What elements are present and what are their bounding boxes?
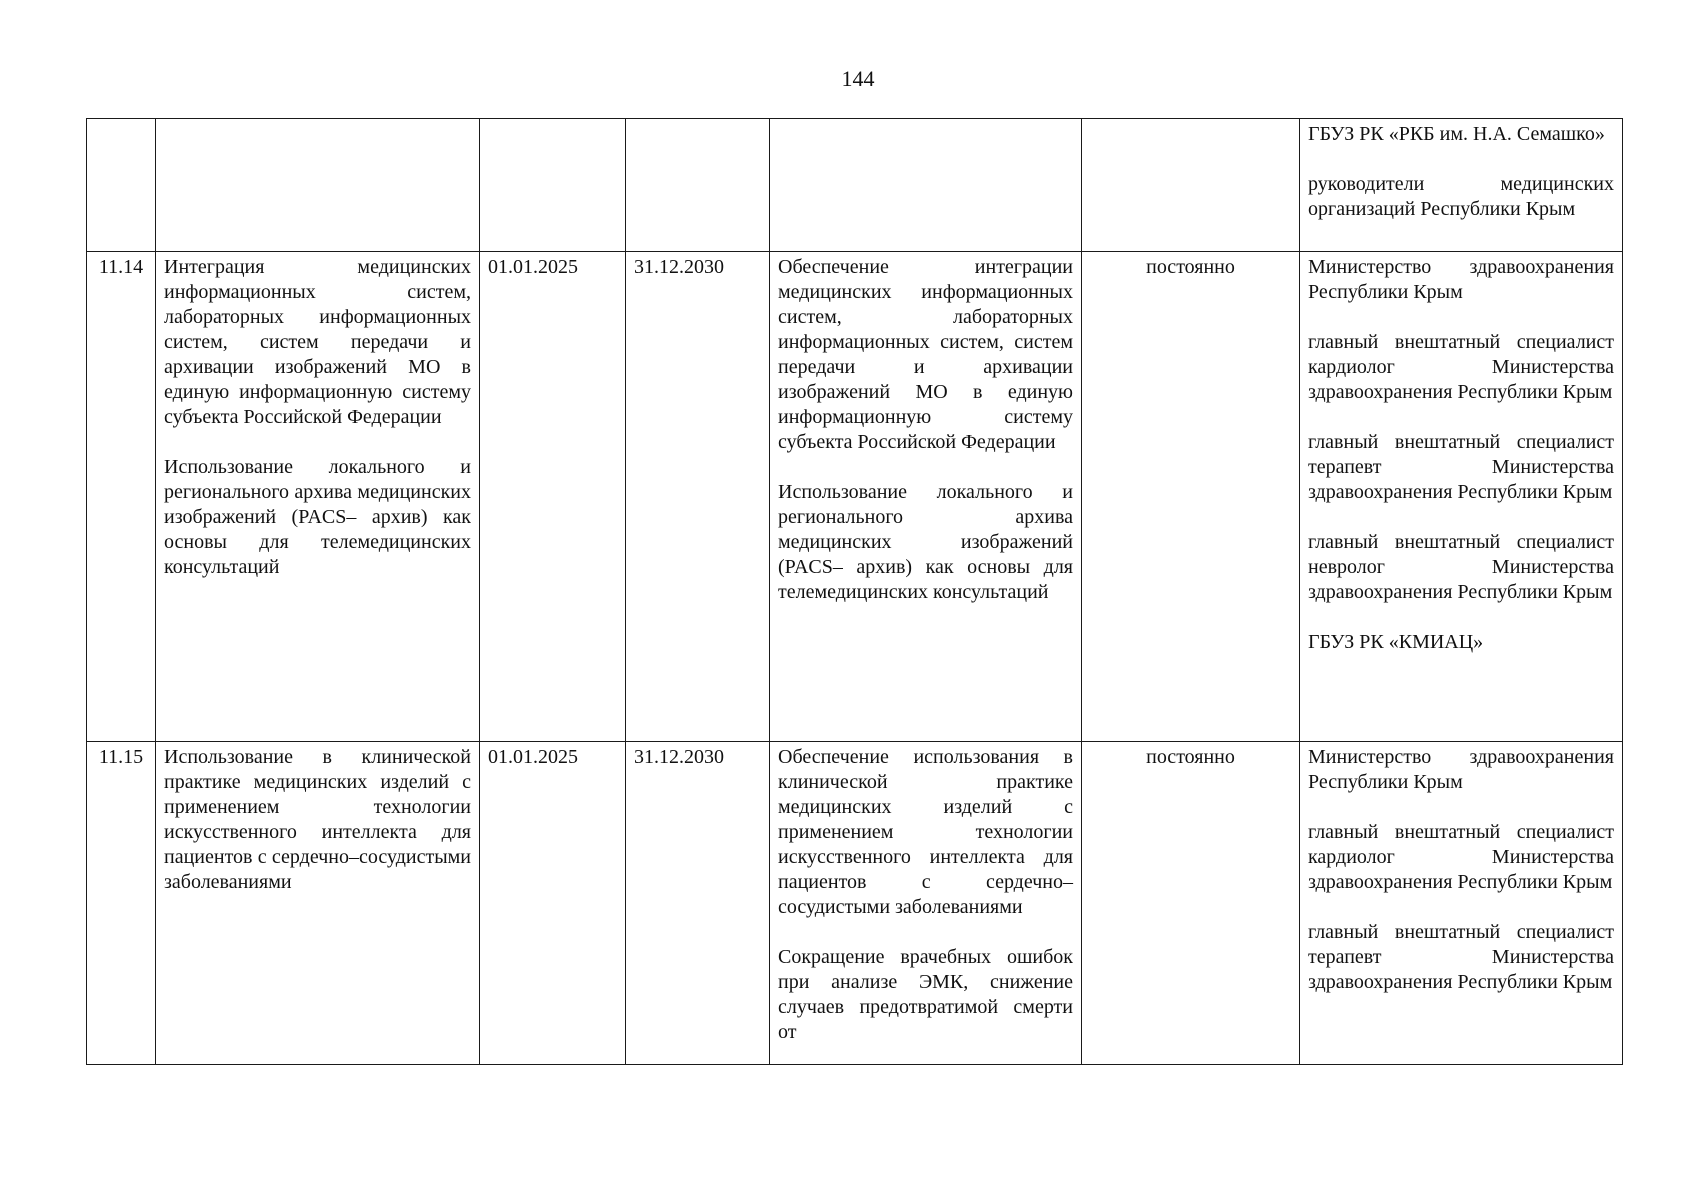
event-text: Использование в клинической практике медицинских изделий с применением технологии искусственного интеллекта для пациентов с сердечно–сосудистыми заболеваниями xyxy=(164,746,471,893)
responsible-cell xyxy=(1300,742,1623,1065)
result-text: Использование локального и регионального архива медицинских изображений (PACS– архив) как основы для телемедицинских консультаций xyxy=(778,481,1073,603)
start-date-cell xyxy=(480,119,626,252)
row-number-cell: 11.14 xyxy=(87,252,156,742)
start-date-cell: 01.01.2025 xyxy=(480,252,626,742)
responsible-text: Министерство здравоохранения Республики Крым xyxy=(1308,746,1614,793)
period-cell: постоянно xyxy=(1082,252,1300,742)
end-date-cell xyxy=(626,119,770,252)
start-date-cell: 01.01.2025 xyxy=(480,742,626,1065)
event-cell xyxy=(156,252,480,742)
measures-table xyxy=(86,118,1623,1065)
result-text: Обеспечение использования в клинической практике медицинских изделий с применением технологии искусственного интеллекта для пациентов с сердечно–сосудистыми заболеваниями xyxy=(778,746,1073,918)
end-date-cell: 31.12.2030 xyxy=(626,742,770,1065)
event-cell xyxy=(156,742,480,1065)
event-text: Интеграция медицинских информационных систем, лабораторных информационных систем, систем передачи и архивации изображений МО в единую информационную систему субъекта Российской Федерации xyxy=(164,256,471,428)
row-number-cell xyxy=(87,119,156,252)
responsible-cell xyxy=(1300,119,1623,252)
row-number-cell: 11.15 xyxy=(87,742,156,1065)
responsible-text: Министерство здравоохранения Республики Крым xyxy=(1308,256,1614,303)
table-row xyxy=(87,742,1623,1065)
responsible-text: ГБУЗ РК «КМИАЦ» xyxy=(1308,631,1484,653)
result-cell xyxy=(770,742,1082,1065)
responsible-text: ГБУЗ РК «РКБ им. Н.А. Семашко» xyxy=(1308,123,1605,145)
responsible-text: главный внештатный специалист невролог Министерства здравоохранения Республики Крым xyxy=(1308,531,1614,603)
result-text: Сокращение врачебных ошибок при анализе ЭМК, снижение случаев предотвратимой смерти от xyxy=(778,946,1073,1043)
event-cell xyxy=(156,119,480,252)
table-row xyxy=(87,252,1623,742)
result-cell xyxy=(770,252,1082,742)
responsible-text: главный внештатный специалист кардиолог Министерства здравоохранения Республики Крым xyxy=(1308,331,1614,403)
responsible-text: руководители медицинских организаций Республики Крым xyxy=(1308,173,1614,220)
responsible-text: главный внештатный специалист кардиолог Министерства здравоохранения Республики Крым xyxy=(1308,821,1614,893)
responsible-text: главный внештатный специалист терапевт Министерства здравоохранения Республики Крым xyxy=(1308,431,1614,503)
responsible-cell xyxy=(1300,252,1623,742)
end-date-cell: 31.12.2030 xyxy=(626,252,770,742)
event-text: Использование локального и регионального архива медицинских изображений (PACS– архив) как основы для телемедицинских консультаций xyxy=(164,456,471,578)
period-cell xyxy=(1082,119,1300,252)
result-text: Обеспечение интеграции медицинских информационных систем, лабораторных информационных систем, систем передачи и архивации изображений МО в единую информационную систему субъекта Российской Федерации xyxy=(778,256,1073,453)
table-row xyxy=(87,119,1623,252)
responsible-text: главный внештатный специалист терапевт Министерства здравоохранения Республики Крым xyxy=(1308,921,1614,993)
period-cell: постоянно xyxy=(1082,742,1300,1065)
result-cell xyxy=(770,119,1082,252)
page-number: 144 xyxy=(841,66,875,91)
